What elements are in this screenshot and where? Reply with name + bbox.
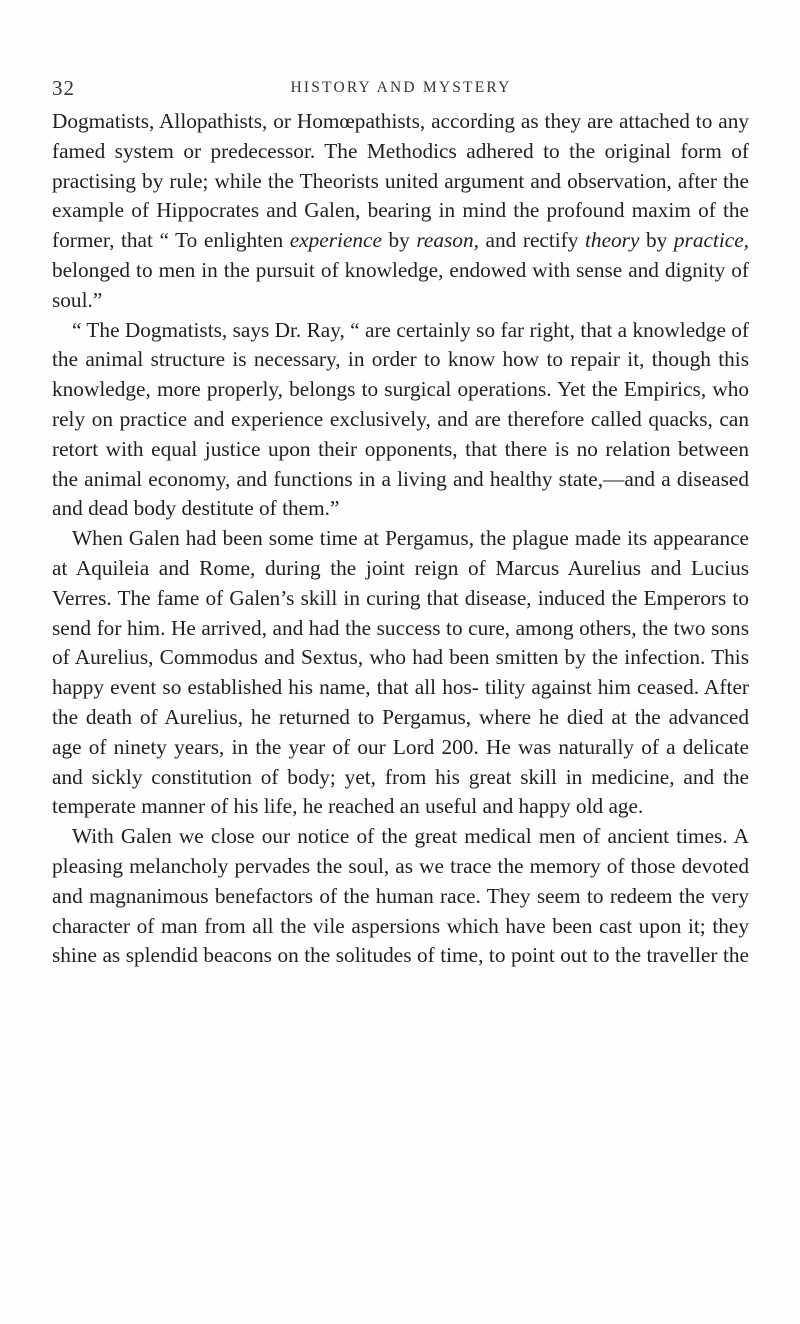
italic-practice: practice,: [673, 228, 749, 253]
running-head: [52, 76, 750, 100]
paragraph-1-text-d: by: [639, 228, 674, 253]
paragraph-1-text-c: and rectify: [478, 228, 585, 253]
running-head-title: HISTORY AND MYSTERY: [290, 79, 512, 96]
body-text: [52, 107, 749, 971]
italic-theory: theory: [585, 228, 640, 253]
paragraph-1-text-a: Dogmatists, Allopathists, or Homœpathists, according as they are attached to any famed system or predecessor. The Methodics adhered to the original form of practising by rule; while the Theorists united argument and observation, after the example of Hippocrates and Galen, bearing in mind the profound maxim of the former, that “ To enlighten: [52, 109, 749, 253]
italic-reason: reason,: [416, 228, 479, 253]
italic-experience: experience: [289, 228, 382, 253]
paragraph-1: [52, 107, 749, 316]
paragraph-2: “ The Dogmatists, says Dr. Ray, “ are certainly so far right, that a knowledge of the animal structure is necessary, in order to know how to repair it, though this knowledge, more properly, belongs to surgical operations. Yet the Empirics, who rely on practice and experience exclusively, and are therefore called quacks, can retort with equal justice upon their opponents, that there is no relation between the animal economy, and functions in a living and healthy state,—and a diseased and dead body destitute of them.”: [52, 317, 749, 521]
paragraph-1-text-b: by: [381, 228, 417, 253]
paragraph-4: With Galen we close our notice of the great medical men of ancient times. A pleasing melancholy pervades the soul, as we trace the memory of those devoted and magnanimous benefactors of the human race. They seem to redeem the very character of man from all the vile aspersions which have been cast upon it; they shine as splendid beacons on the solitudes of time, to point out to the traveller the: [52, 824, 749, 968]
paragraph-3: When Galen had been some time at Pergamus, the plague made its appearance at Aquileia and Rome, during the joint reign of Marcus Aurelius and Lucius Verres. The fame of Galen’s skill in curing that disease, induced the Emperors to send for him. He arrived, and had the success to cure, among others, the two sons of Aurelius, Commodus and Sextus, who had been smitten by the infection. This happy event so established his name, that all hos- tility against him ceased. After the death of Aurelius, he returned to Pergamus, where he died at the advanced age of ninety years, in the year of our Lord 200. He was naturally of a delicate and sickly constitution of body; yet, from his great skill in medicine, and the temperate manner of his life, he reached an useful and happy old age.: [52, 526, 749, 819]
paragraph-1-text-e: belonged to men in the pursuit of knowledge, endowed with sense and dignity of soul.”: [52, 257, 749, 312]
page-number: 32: [52, 76, 75, 100]
